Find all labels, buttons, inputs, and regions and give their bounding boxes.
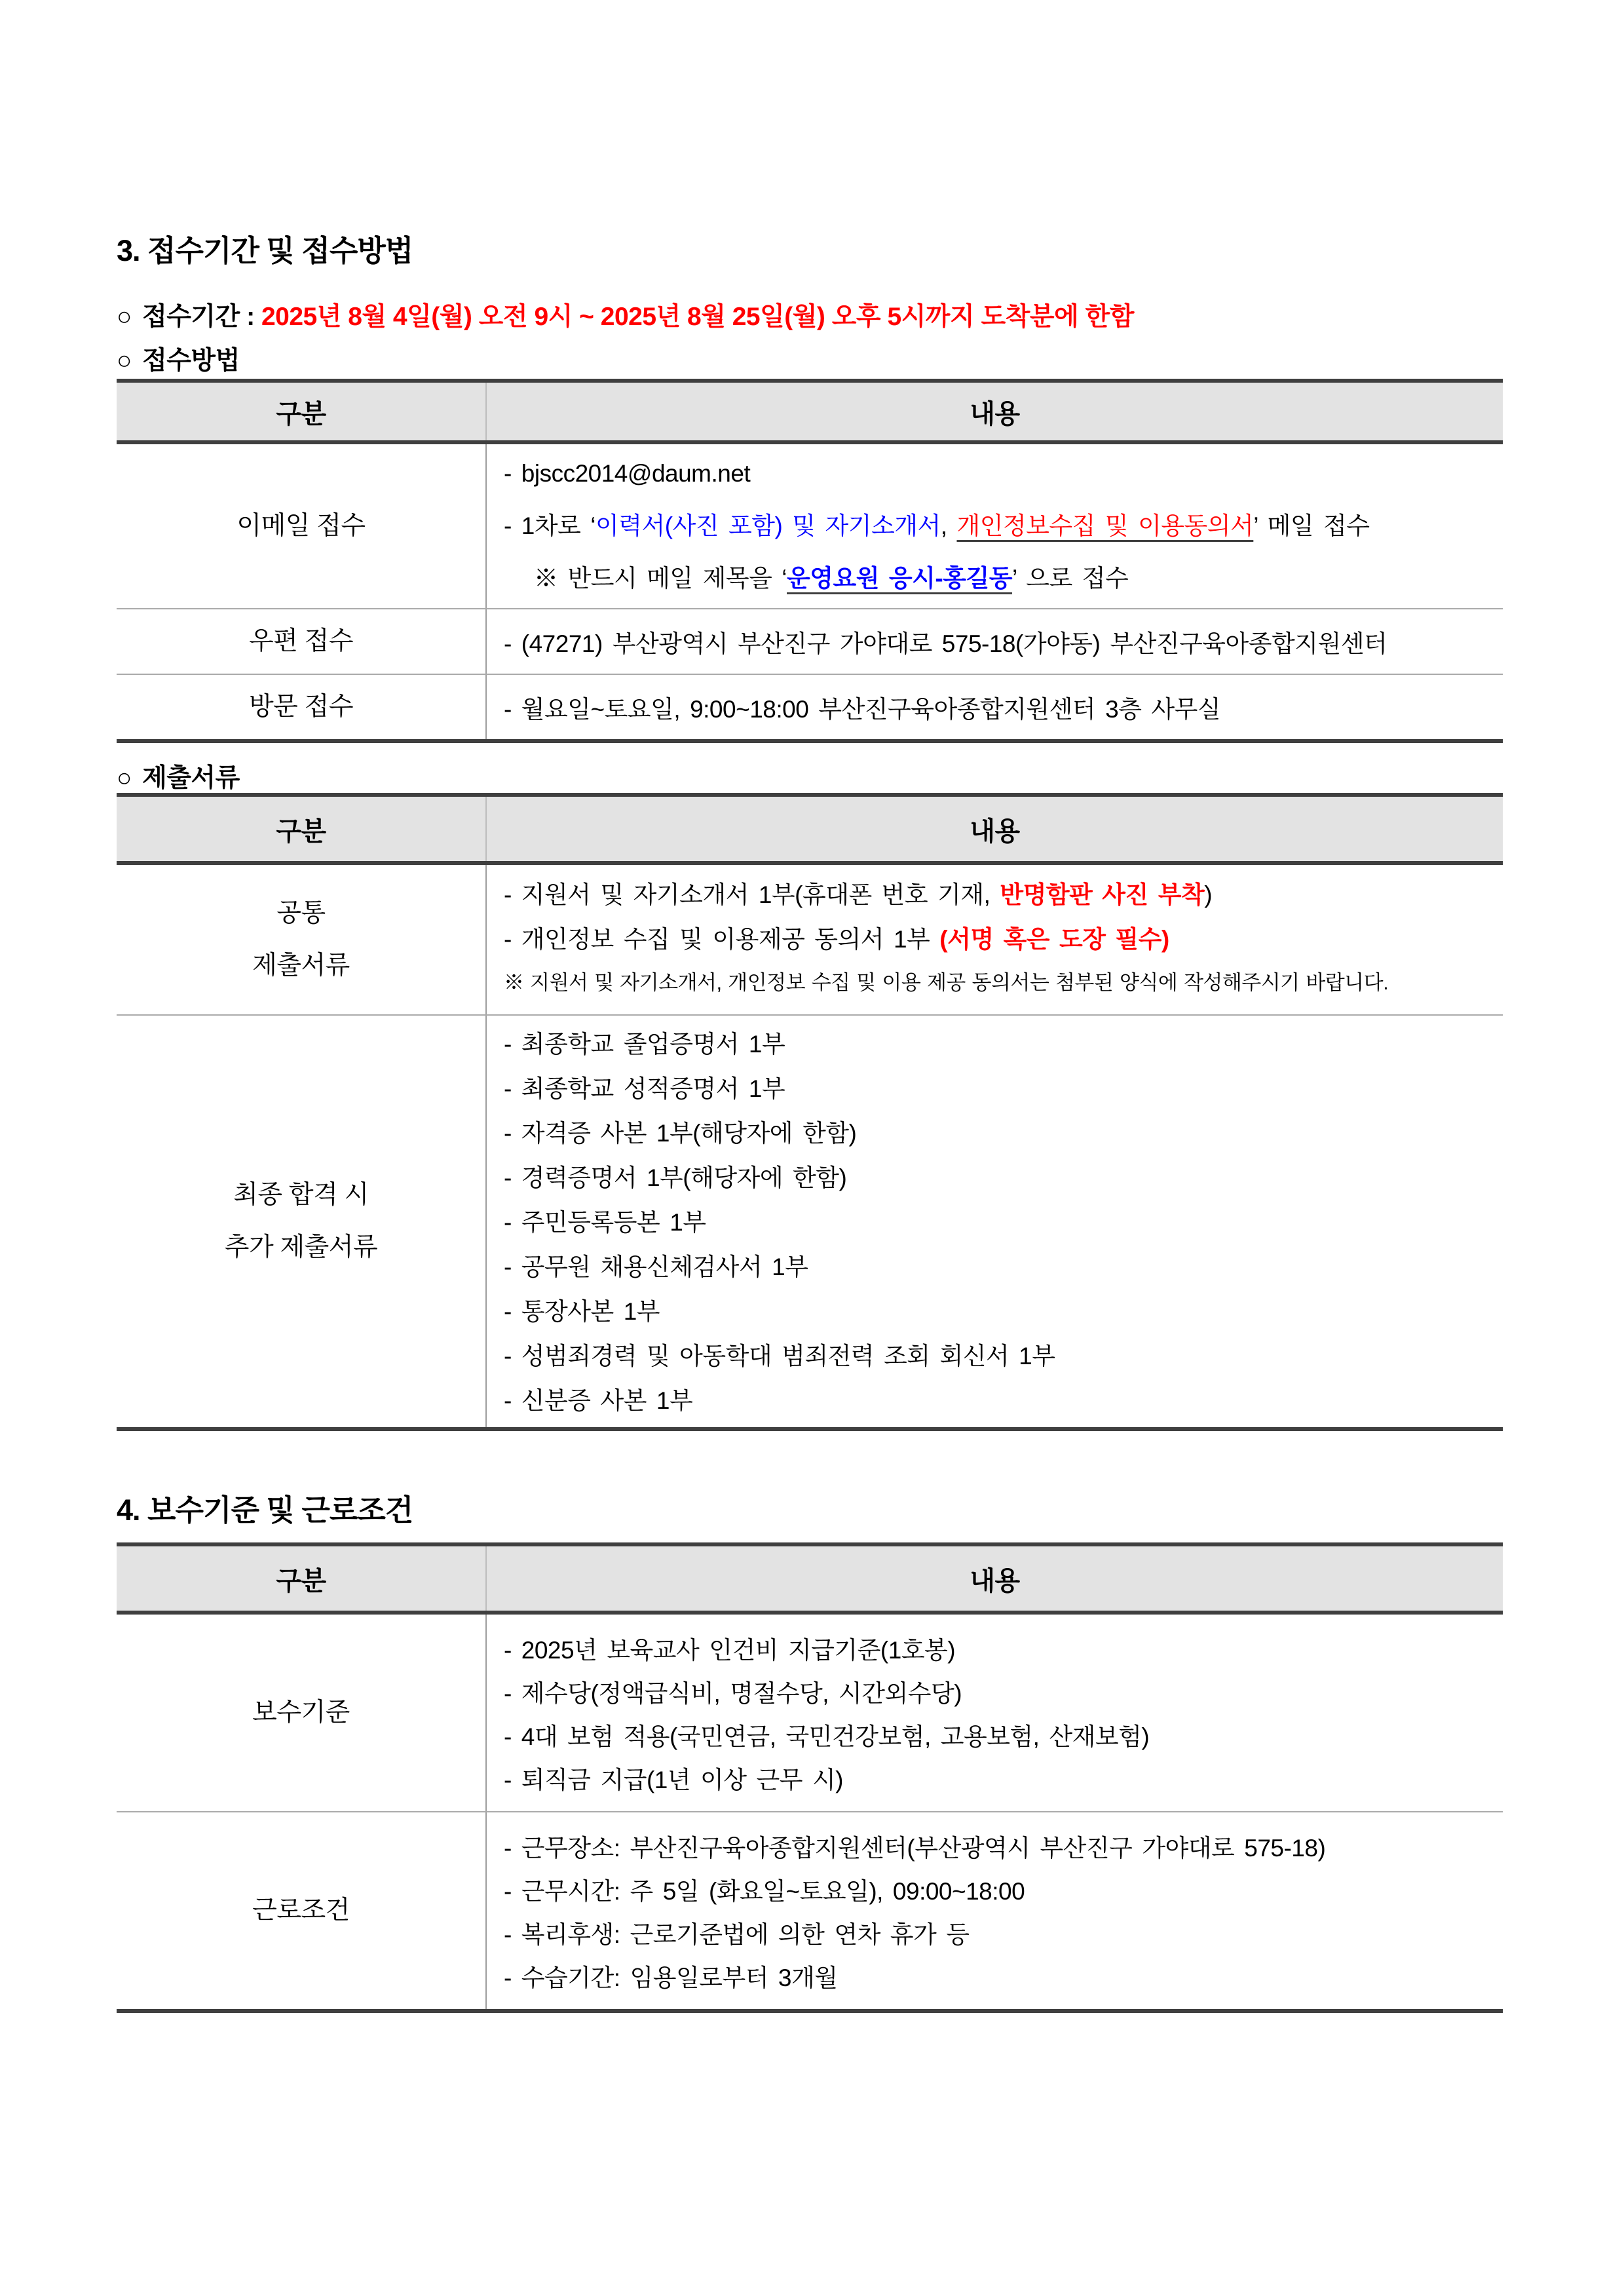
application-method-line (117, 340, 240, 377)
category-label: 이메일 접수 (236, 512, 366, 540)
content-line (504, 917, 1498, 962)
header-cell-content: 내용 (970, 1566, 1020, 1596)
content-cell (487, 1016, 1503, 1427)
content-cell (487, 675, 1503, 739)
content-line: - 4대 보험 적용(국민연금, 국민건강보험, 고용보험, 산재보험) (504, 1723, 1150, 1750)
text-segment-red-underline: 개인정보수집 및 이용동의서 (956, 512, 1254, 539)
category-label: 보수기준 (252, 1698, 350, 1727)
content-line: - bjscc2014@daum.net (504, 460, 751, 487)
category-label: 제출서류 (252, 951, 350, 980)
category-cell (117, 1812, 487, 2009)
content-line: - 2025년 보육교사 인건비 지급기준(1호봉) (504, 1637, 956, 1664)
content-cell (487, 444, 1503, 608)
table-row-common-docs (117, 865, 1503, 1016)
header-cell-content: 내용 (970, 816, 1020, 846)
text-segment-blue-underline: 운영요원 응시-홍길동 (787, 565, 1012, 592)
content-line: - (47271) 부산광역시 부산진구 가야대로 575-18(가야동) 부산진구육아종합지원센터 (504, 630, 1388, 657)
section-3-title: 3. 접수기간 및 접수방법 (117, 234, 413, 267)
category-cell (117, 1615, 487, 1811)
text-segment: - 개인정보 수집 및 이용제공 동의서 1부 (504, 926, 940, 953)
application-method-label: 접수방법 (142, 347, 240, 375)
header-cell-category: 구분 (117, 383, 487, 440)
table-row-mail (117, 609, 1503, 675)
table-row-email (117, 444, 1503, 609)
content-line: - 복리후생: 근로기준법에 의한 연차 휴가 등 (504, 1921, 970, 1948)
text-segment: ’ 메일 접수 (1253, 512, 1370, 539)
circle-bullet-icon: ○ (117, 764, 132, 792)
content-cell (487, 609, 1503, 674)
text-segment: ) (1204, 881, 1213, 908)
content-line: - 최종학교 성적증명서 1부 (504, 1075, 785, 1102)
table-header-row (117, 797, 1503, 865)
compensation-table (117, 1542, 1503, 2013)
content-line: - 공무원 채용신체검사서 1부 (504, 1253, 808, 1280)
category-cell (117, 1016, 487, 1427)
content-cell (487, 1615, 1503, 1811)
category-label: 방문 접수 (248, 693, 354, 721)
text-segment: ※ 반드시 메일 제목을 ‘ (534, 565, 787, 592)
table-header-row (117, 383, 1503, 444)
content-line (504, 873, 1498, 917)
required-documents-line (117, 757, 240, 794)
application-method-table (117, 379, 1503, 743)
circle-bullet-icon: ○ (117, 303, 132, 331)
circle-bullet-icon: ○ (117, 347, 132, 375)
category-label: 최종 합격 시 (233, 1181, 369, 1209)
header-cell-content: 내용 (970, 399, 1020, 429)
text-segment-red: (서명 혹은 도장 필수) (939, 926, 1169, 953)
header-cell-category: 구분 (117, 797, 487, 861)
text-segment: ’ 으로 접수 (1011, 565, 1129, 592)
application-period-label: 접수기간 (142, 303, 240, 331)
table-row-pay-standard (117, 1615, 1503, 1812)
content-cell (487, 865, 1503, 1014)
application-period-line (117, 296, 1134, 333)
text-segment: , (940, 512, 957, 539)
text-segment: - 지원서 및 자기소개서 1부(휴대폰 번호 기재, (504, 881, 1000, 908)
content-cell (487, 1812, 1503, 2009)
table-row-final-docs (117, 1016, 1503, 1427)
table-row-visit (117, 675, 1503, 739)
category-cell (117, 675, 487, 739)
category-cell (117, 609, 487, 674)
content-line: - 경력증명서 1부(해당자에 한함) (504, 1164, 847, 1191)
text-segment-red: 반명함판 사진 부착 (1000, 881, 1205, 908)
required-documents-label: 제출서류 (142, 764, 240, 792)
content-line: - 퇴직금 지급(1년 이상 근무 시) (504, 1767, 844, 1793)
content-line: - 월요일~토요일, 9:00~18:00 부산진구육아종합지원센터 3층 사무실 (504, 696, 1221, 723)
text-segment-blue: 이력서(사진 포함) 및 자기소개서 (595, 512, 941, 539)
content-line: - 통장사본 1부 (504, 1298, 660, 1325)
content-line: - 근무장소: 부산진구육아종합지원센터(부산광역시 부산진구 가야대로 575-18) (504, 1835, 1326, 1862)
content-line (504, 500, 1498, 552)
category-cell (117, 444, 487, 608)
header-cell-category: 구분 (117, 1546, 487, 1611)
content-line: - 신분증 사본 1부 (504, 1387, 693, 1414)
category-cell (117, 865, 487, 1014)
content-line-note (504, 552, 1498, 605)
content-line: - 제수당(정액급식비, 명절수당, 시간외수당) (504, 1680, 962, 1707)
content-line-note: ※ 지원서 및 자기소개서, 개인정보 수집 및 이용 제공 동의서는 첨부된 양식에 작성해주시기 바랍니다. (504, 971, 1389, 994)
text-segment: - 1차로 ‘ (504, 512, 596, 539)
category-label: 근로조건 (252, 1896, 350, 1924)
content-line: - 수습기간: 임용일로부터 3개월 (504, 1964, 838, 1991)
category-label: 추가 제출서류 (224, 1233, 378, 1261)
application-period-value: 2025년 8월 4일(월) 오전 9시 ~ 2025년 8월 25일(월) 오후 5시까지 도착분에 한함 (261, 303, 1134, 331)
required-documents-table (117, 793, 1503, 1431)
content-line: - 자격증 사본 1부(해당자에 한함) (504, 1120, 857, 1147)
category-label: 우편 접수 (248, 627, 354, 655)
section-4-title: 4. 보수기준 및 근로조건 (117, 1493, 413, 1527)
category-label: 공통 (276, 899, 326, 927)
content-line: - 주민등록등본 1부 (504, 1209, 706, 1236)
table-header-row (117, 1546, 1503, 1615)
content-line: - 최종학교 졸업증명서 1부 (504, 1031, 785, 1058)
table-row-work-conditions (117, 1812, 1503, 2009)
content-line: - 근무시간: 주 5일 (화요일~토요일), 09:00~18:00 (504, 1878, 1025, 1905)
content-line: - 성범죄경력 및 아동학대 범죄전력 조회 회신서 1부 (504, 1343, 1055, 1369)
application-period-colon: : (239, 303, 261, 331)
